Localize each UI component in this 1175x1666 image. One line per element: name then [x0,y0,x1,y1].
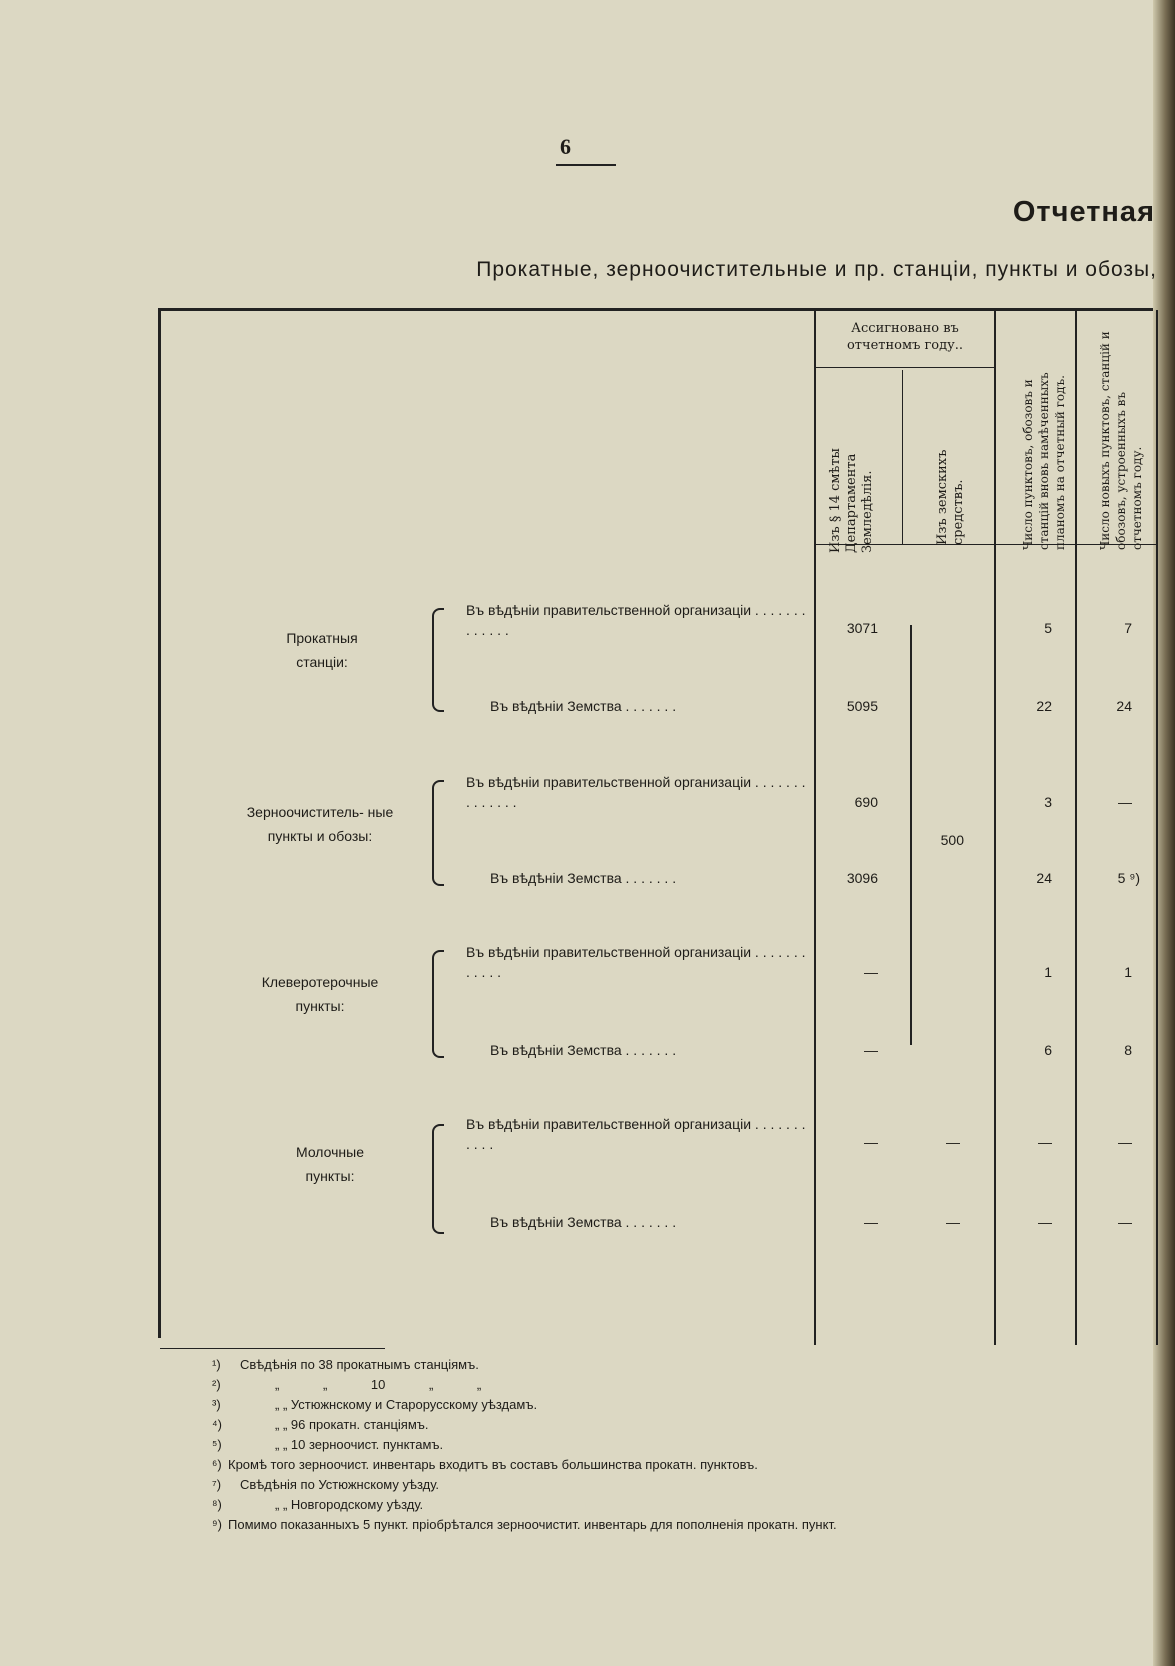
row-label: Въ вѣдѣніи правительственной организаціи . . . . . . . . . . . . . [466,602,806,638]
cell-planned: — [1038,1214,1052,1230]
footnote-mark: ⁵) [212,1437,222,1452]
footnote-separator [160,1348,385,1349]
row-label: Въ вѣдѣніи Земства . . . . . . . [490,1214,677,1230]
cell-planned: 22 [1036,698,1052,714]
cell-zemstvo-shared: 500 [940,832,964,848]
row-label: Въ вѣдѣніи правительственной организаціи . . . . . . . . . . . [466,1116,806,1152]
cell-built: — [1118,1214,1132,1230]
cell-built: 5 ⁹) [1117,870,1140,886]
footnote-mark: ²) [212,1377,221,1392]
cell-department: 3071 [846,620,878,636]
zemstvo-bracket [910,625,912,1045]
category-label: Зерноочиститель- ные пункты и обозы: [246,804,394,844]
cell-department: — [864,1042,878,1058]
page-number-underline [556,164,616,166]
footnote-mark: ⁴) [212,1417,222,1432]
row-label: Въ вѣдѣніи правительственной организаціи . . . . . . . . . . . . . . [466,774,806,810]
cell-built: — [1118,794,1132,810]
cell-department: 690 [854,794,878,810]
row-label: Въ вѣдѣніи Земства . . . . . . . [490,870,677,886]
cell-built: 8 [1124,1042,1132,1058]
cell-built: 7 [1124,620,1132,636]
footnote-text: Свѣдѣнія по Устюжнскому уѣзду. [240,1477,440,1492]
category-label: Прокатныя станціи: [286,630,358,670]
cell-planned: 3 [1044,794,1052,810]
footnote-mark: ⁶) [212,1457,222,1472]
row-label: Въ вѣдѣніи Земства . . . . . . . [490,698,677,714]
header-assigned-group: Ассигновано въ отчетномъ году.. [846,321,964,353]
category-brace [432,1124,444,1234]
footnote-text: Помимо показанныхъ 5 пункт. пріобрѣтался зерноочистит. инвентарь для пополненія прокатн. пункт. [228,1517,837,1532]
cell-department: 3096 [846,870,878,886]
row-label: Въ вѣдѣніи правительственной организаціи . . . . . . . . . . . . [466,944,806,980]
cell-planned: 1 [1044,964,1052,980]
footnote-text: „ „ Новгородскому уѣзду. [275,1497,424,1512]
footnote-mark: ⁸) [212,1497,222,1512]
cell-built: 24 [1116,698,1132,714]
header-department-column: Изъ § 14 смѣты Департамента Земледѣлія. [828,448,875,553]
cell-department: — [864,1134,878,1150]
row-label: Въ вѣдѣніи Земства . . . . . . . [490,1042,677,1058]
cell-built: 1 [1124,964,1132,980]
cell-planned: — [1038,1134,1052,1150]
category-label: Молочные пункты: [296,1144,364,1184]
header-zemstvo-column: Изъ земскихъ средствъ. [935,449,966,545]
cell-zemstvo: — [946,1214,960,1230]
footnote-text: „ „ Устюжнскому и Старорусскому уѣздамъ. [275,1397,538,1412]
footnote-text: „ „ 10 „ „ [275,1377,482,1392]
footnote-text: Свѣдѣнія по 38 прокатнымъ станціямъ. [240,1357,479,1372]
cell-zemstvo: — [946,1134,960,1150]
footnote-mark: ⁹) [212,1517,222,1532]
header-built-column: Число новыхъ пунктовъ, станцій и обозовъ, устроенныхъ въ отчетномъ году. [1098,331,1144,550]
footnote-text: Кромѣ того зерноочист. инвентарь входитъ въ составъ большинства прокатн. пунктовъ. [228,1457,758,1472]
cell-planned: 24 [1036,870,1052,886]
category-label: Клеверотерочные пункты: [261,974,379,1014]
cell-department: 5095 [846,698,878,714]
footnote-text: „ „ 10 зерноочист. пунктамъ. [275,1437,444,1452]
category-brace [432,608,444,712]
cell-planned: 6 [1044,1042,1052,1058]
cell-built: — [1118,1134,1132,1150]
category-brace [432,950,444,1058]
category-brace [432,780,444,886]
cell-department: — [864,1214,878,1230]
footnote-mark: ³) [212,1397,221,1412]
header-planned-column: Число пунктовъ, обозовъ и станцій вновь намѣченныхъ планомъ на отчетный годъ. [1021,372,1067,550]
footnote-text: „ „ 96 прокатн. станціямъ. [275,1417,429,1432]
page-subtitle: Прокатные, зерноочистительные и пр. станціи, пункты и обозы, [476,258,1157,281]
page-number: 6 [560,134,571,159]
footnote-mark: ¹) [212,1357,221,1372]
cell-department: — [864,964,878,980]
footnote-mark: ⁷) [212,1477,222,1492]
page-title: Отчетная [1012,196,1155,228]
cell-planned: 5 [1044,620,1052,636]
